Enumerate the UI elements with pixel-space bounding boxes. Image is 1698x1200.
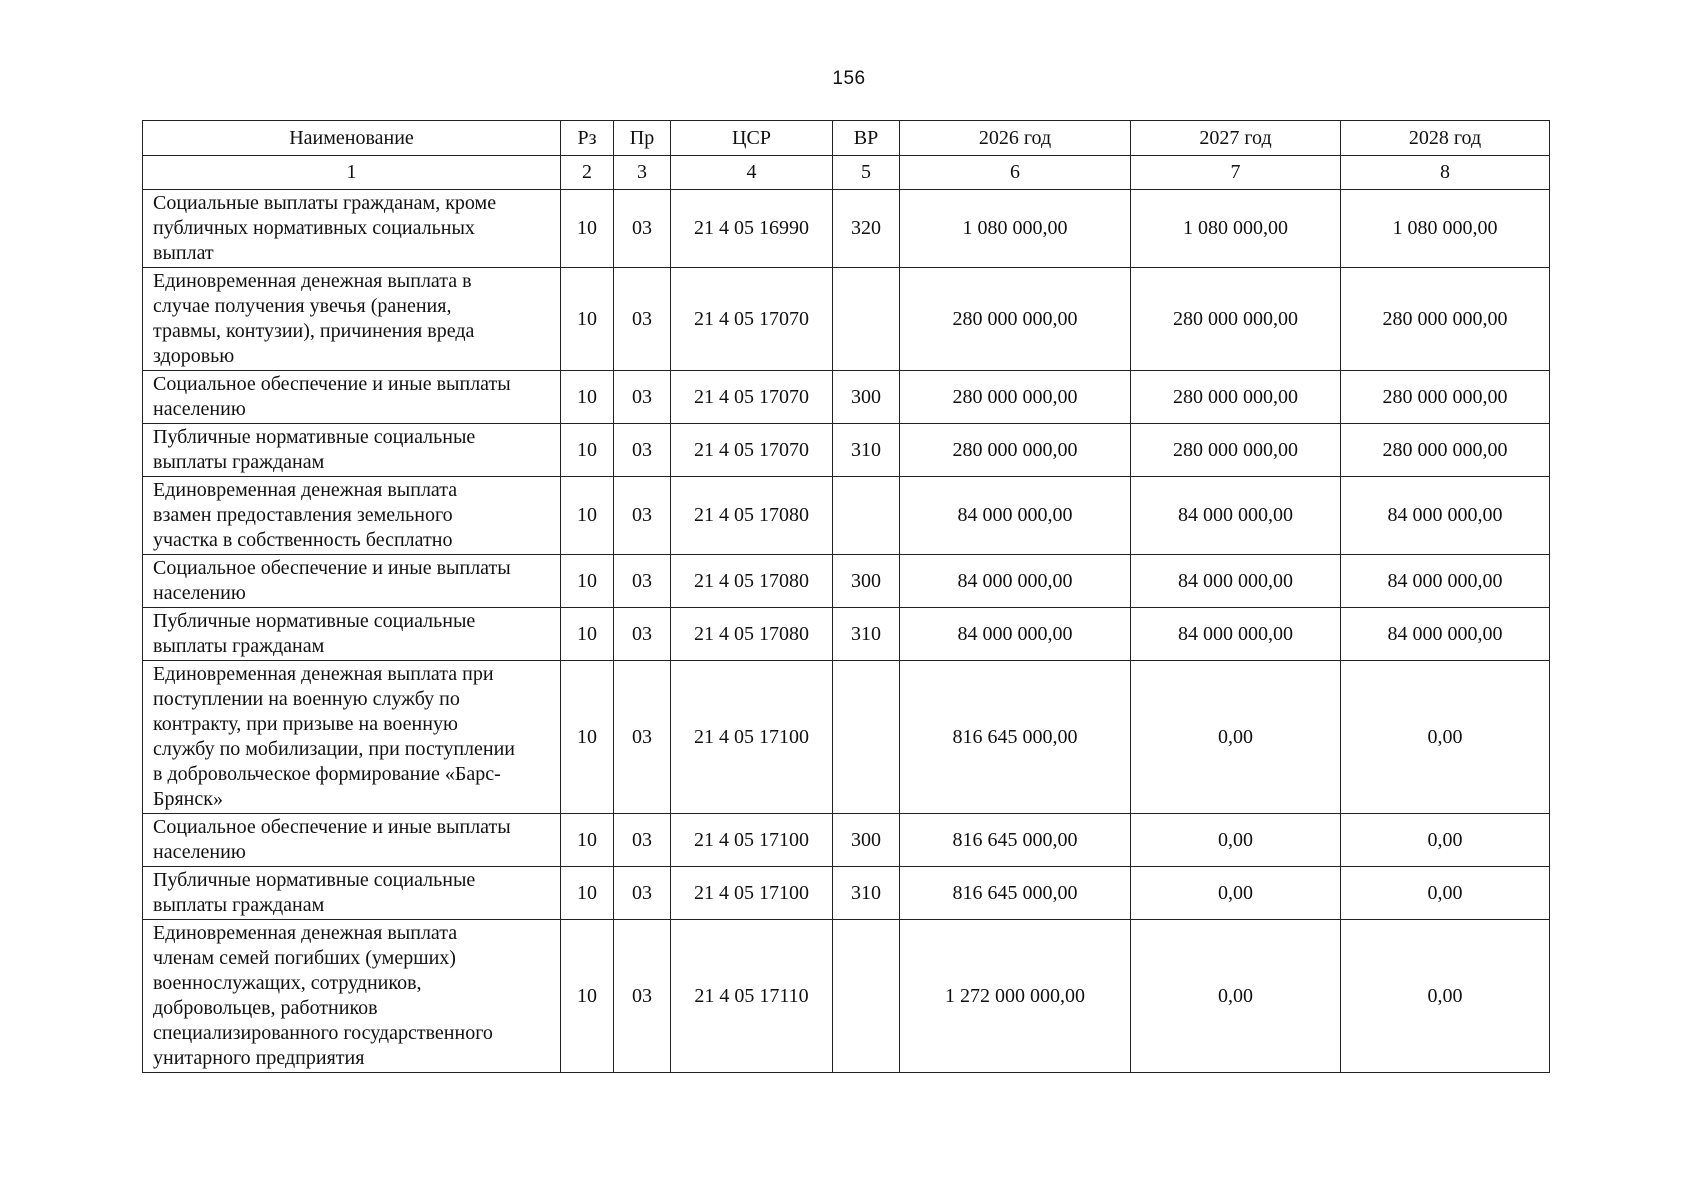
cell-name bbox=[143, 814, 561, 867]
cell-2028: 280 000 000,00 bbox=[1341, 371, 1550, 424]
cell-vr bbox=[833, 920, 900, 1073]
cell-2026: 84 000 000,00 bbox=[900, 477, 1131, 555]
cell-rz: 10 bbox=[561, 608, 614, 661]
cell-name-line: выплаты гражданам bbox=[153, 451, 325, 473]
cell-2028: 0,00 bbox=[1341, 920, 1550, 1073]
cell-name-line: Брянск» bbox=[153, 788, 223, 810]
cell-csr: 21 4 05 17110 bbox=[671, 920, 833, 1073]
cell-2026: 1 080 000,00 bbox=[900, 190, 1131, 268]
table-row bbox=[143, 608, 1550, 661]
cell-rz: 10 bbox=[561, 424, 614, 477]
cell-pr: 03 bbox=[614, 608, 671, 661]
cell-rz: 10 bbox=[561, 661, 614, 814]
table-row bbox=[143, 190, 1550, 268]
cell-2028: 280 000 000,00 bbox=[1341, 268, 1550, 371]
cell-csr: 21 4 05 17070 bbox=[671, 424, 833, 477]
cell-2027: 1 080 000,00 bbox=[1131, 190, 1341, 268]
cell-name-line: контракту, при призыве на военную bbox=[153, 713, 458, 735]
cell-name-line: выплаты гражданам bbox=[153, 635, 325, 657]
cell-name-line: Единовременная денежная выплата bbox=[153, 479, 458, 501]
header-name: Наименование bbox=[143, 121, 561, 156]
cell-csr: 21 4 05 17080 bbox=[671, 555, 833, 608]
cell-2027: 0,00 bbox=[1131, 867, 1341, 920]
cell-rz: 10 bbox=[561, 268, 614, 371]
cell-pr: 03 bbox=[614, 661, 671, 814]
cell-csr: 21 4 05 17070 bbox=[671, 268, 833, 371]
cell-name-line: травмы, контузии), причинения вреда bbox=[153, 320, 475, 342]
cell-name-line: Социальное обеспечение и иные выплаты bbox=[153, 816, 511, 838]
cell-csr: 21 4 05 17080 bbox=[671, 477, 833, 555]
column-number: 8 bbox=[1341, 156, 1550, 190]
column-number: 6 bbox=[900, 156, 1131, 190]
cell-name-line: членам семей погибших (умерших) bbox=[153, 947, 456, 969]
column-number: 5 bbox=[833, 156, 900, 190]
cell-name-line: здоровью bbox=[153, 345, 235, 367]
cell-vr bbox=[833, 661, 900, 814]
cell-2026: 280 000 000,00 bbox=[900, 371, 1131, 424]
cell-name-line: публичных нормативных социальных bbox=[153, 217, 475, 239]
table-row bbox=[143, 424, 1550, 477]
column-number: 4 bbox=[671, 156, 833, 190]
cell-vr: 310 bbox=[833, 867, 900, 920]
cell-name-line: Социальное обеспечение и иные выплаты bbox=[153, 373, 511, 395]
cell-2026: 816 645 000,00 bbox=[900, 661, 1131, 814]
cell-rz: 10 bbox=[561, 867, 614, 920]
cell-2027: 280 000 000,00 bbox=[1131, 424, 1341, 477]
cell-name-line: Социальное обеспечение и иные выплаты bbox=[153, 557, 511, 579]
cell-2027: 0,00 bbox=[1131, 814, 1341, 867]
cell-name-line: участка в собственность бесплатно bbox=[153, 529, 453, 551]
cell-pr: 03 bbox=[614, 555, 671, 608]
table-body bbox=[143, 190, 1550, 1073]
cell-csr: 21 4 05 16990 bbox=[671, 190, 833, 268]
header-rz: Рз bbox=[561, 121, 614, 156]
cell-name bbox=[143, 555, 561, 608]
cell-name bbox=[143, 867, 561, 920]
cell-vr: 320 bbox=[833, 190, 900, 268]
column-number: 1 bbox=[143, 156, 561, 190]
header-pr: Пр bbox=[614, 121, 671, 156]
cell-2028: 0,00 bbox=[1341, 661, 1550, 814]
cell-name bbox=[143, 661, 561, 814]
cell-name-line: Публичные нормативные социальные bbox=[153, 869, 476, 891]
cell-rz: 10 bbox=[561, 190, 614, 268]
cell-csr: 21 4 05 17100 bbox=[671, 867, 833, 920]
cell-vr: 300 bbox=[833, 371, 900, 424]
cell-pr: 03 bbox=[614, 190, 671, 268]
cell-name-line: Единовременная денежная выплата bbox=[153, 922, 458, 944]
cell-rz: 10 bbox=[561, 555, 614, 608]
cell-name-line: Публичные нормативные социальные bbox=[153, 426, 476, 448]
column-number: 3 bbox=[614, 156, 671, 190]
header-csr: ЦСР bbox=[671, 121, 833, 156]
cell-2026: 280 000 000,00 bbox=[900, 268, 1131, 371]
cell-pr: 03 bbox=[614, 424, 671, 477]
cell-name-line: населению bbox=[153, 841, 246, 863]
cell-name-line: военнослужащих, сотрудников, bbox=[153, 972, 422, 994]
table-row bbox=[143, 814, 1550, 867]
header-vr: ВР bbox=[833, 121, 900, 156]
cell-2026: 816 645 000,00 bbox=[900, 814, 1131, 867]
cell-name bbox=[143, 190, 561, 268]
table-row bbox=[143, 867, 1550, 920]
cell-2028: 0,00 bbox=[1341, 814, 1550, 867]
cell-name-line: Публичные нормативные социальные bbox=[153, 610, 476, 632]
cell-csr: 21 4 05 17100 bbox=[671, 814, 833, 867]
cell-vr: 310 bbox=[833, 608, 900, 661]
cell-name bbox=[143, 371, 561, 424]
cell-2028: 280 000 000,00 bbox=[1341, 424, 1550, 477]
cell-pr: 03 bbox=[614, 477, 671, 555]
column-number: 7 bbox=[1131, 156, 1341, 190]
cell-2026: 84 000 000,00 bbox=[900, 555, 1131, 608]
cell-2027: 84 000 000,00 bbox=[1131, 608, 1341, 661]
cell-name-line: Единовременная денежная выплата при bbox=[153, 663, 494, 685]
column-number: 2 bbox=[561, 156, 614, 190]
cell-2028: 84 000 000,00 bbox=[1341, 608, 1550, 661]
cell-vr bbox=[833, 477, 900, 555]
header-2028: 2028 год bbox=[1341, 121, 1550, 156]
cell-name-line: поступлении на военную службу по bbox=[153, 688, 460, 710]
cell-name bbox=[143, 608, 561, 661]
cell-name bbox=[143, 268, 561, 371]
cell-2026: 84 000 000,00 bbox=[900, 608, 1131, 661]
cell-2028: 0,00 bbox=[1341, 867, 1550, 920]
table-row bbox=[143, 371, 1550, 424]
cell-name-line: выплат bbox=[153, 242, 214, 264]
budget-table bbox=[142, 120, 1550, 1073]
table-row bbox=[143, 920, 1550, 1073]
cell-2027: 280 000 000,00 bbox=[1131, 268, 1341, 371]
cell-name-line: взамен предоставления земельного bbox=[153, 504, 453, 526]
cell-2027: 84 000 000,00 bbox=[1131, 555, 1341, 608]
column-number-row bbox=[143, 156, 1550, 190]
cell-name-line: унитарного предприятия bbox=[153, 1047, 365, 1069]
cell-rz: 10 bbox=[561, 371, 614, 424]
cell-name-line: населению bbox=[153, 582, 246, 604]
cell-2026: 816 645 000,00 bbox=[900, 867, 1131, 920]
cell-rz: 10 bbox=[561, 920, 614, 1073]
cell-name-line: в добровольческое формирование «Барс- bbox=[153, 763, 501, 785]
cell-rz: 10 bbox=[561, 477, 614, 555]
cell-name-line: Социальные выплаты гражданам, кроме bbox=[153, 192, 497, 214]
cell-vr: 310 bbox=[833, 424, 900, 477]
header-2027: 2027 год bbox=[1131, 121, 1341, 156]
cell-name-line: случае получения увечья (ранения, bbox=[153, 295, 452, 317]
cell-name-line: добровольцев, работников bbox=[153, 997, 378, 1019]
cell-vr bbox=[833, 268, 900, 371]
table-row bbox=[143, 477, 1550, 555]
cell-vr: 300 bbox=[833, 814, 900, 867]
cell-vr: 300 bbox=[833, 555, 900, 608]
cell-csr: 21 4 05 17070 bbox=[671, 371, 833, 424]
cell-2027: 0,00 bbox=[1131, 920, 1341, 1073]
cell-2027: 84 000 000,00 bbox=[1131, 477, 1341, 555]
cell-rz: 10 bbox=[561, 814, 614, 867]
cell-name bbox=[143, 920, 561, 1073]
cell-2027: 280 000 000,00 bbox=[1131, 371, 1341, 424]
table-row bbox=[143, 555, 1550, 608]
page-number: 156 bbox=[832, 68, 866, 89]
cell-pr: 03 bbox=[614, 814, 671, 867]
header-row bbox=[143, 121, 1550, 156]
cell-name bbox=[143, 424, 561, 477]
cell-pr: 03 bbox=[614, 867, 671, 920]
cell-csr: 21 4 05 17080 bbox=[671, 608, 833, 661]
cell-pr: 03 bbox=[614, 371, 671, 424]
cell-name-line: Единовременная денежная выплата в bbox=[153, 270, 472, 292]
cell-2028: 84 000 000,00 bbox=[1341, 555, 1550, 608]
table-row bbox=[143, 268, 1550, 371]
cell-name-line: специализированного государственного bbox=[153, 1022, 493, 1044]
cell-2028: 1 080 000,00 bbox=[1341, 190, 1550, 268]
cell-csr: 21 4 05 17100 bbox=[671, 661, 833, 814]
cell-pr: 03 bbox=[614, 268, 671, 371]
cell-pr: 03 bbox=[614, 920, 671, 1073]
cell-name bbox=[143, 477, 561, 555]
cell-name-line: выплаты гражданам bbox=[153, 894, 325, 916]
cell-name-line: населению bbox=[153, 398, 246, 420]
cell-2028: 84 000 000,00 bbox=[1341, 477, 1550, 555]
cell-2026: 1 272 000 000,00 bbox=[900, 920, 1131, 1073]
table-row bbox=[143, 661, 1550, 814]
header-2026: 2026 год bbox=[900, 121, 1131, 156]
cell-name-line: службу по мобилизации, при поступлении bbox=[153, 738, 516, 760]
cell-2026: 280 000 000,00 bbox=[900, 424, 1131, 477]
cell-2027: 0,00 bbox=[1131, 661, 1341, 814]
